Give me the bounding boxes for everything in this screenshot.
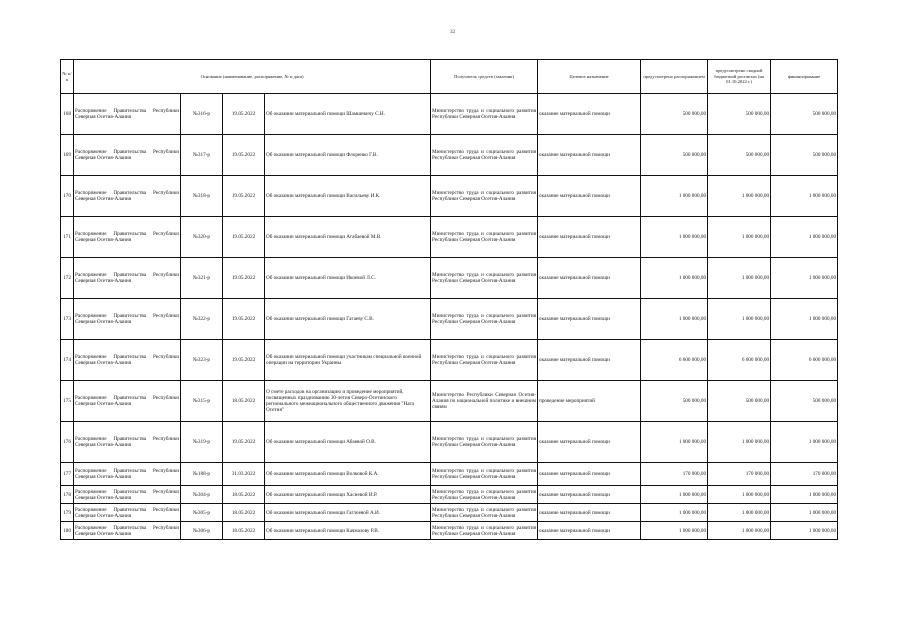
row-number: 171 [61,217,74,258]
column-header-basis: Основание (наименование, распоряжение, № и дата) [74,60,431,94]
table-row [61,340,838,381]
amount-planned: 1 000 000,00 [641,422,708,463]
row-number: 177 [61,463,74,486]
amount-planned: 1 000 000,00 [641,504,708,522]
basis-date: 19.05.2022 [223,94,265,135]
basis-number: №315-р [181,381,223,422]
amount-budget: 1 000 000,00 [708,486,771,504]
row-number: 174 [61,340,74,381]
purpose: оказание материальной помощи [538,463,641,486]
basis-date: 18.05.2022 [223,522,265,540]
table-row [61,176,838,217]
basis-subject: Об оказании материальной помощи Абаевой О.В. [265,422,431,463]
row-number: 173 [61,299,74,340]
column-header-purpose: Целевое назначение [538,60,641,94]
amount-planned: 170 000,00 [641,463,708,486]
basis-subject: Об оказании материальной помощи Васильеву И.К. [265,176,431,217]
basis-date: 19.05.2022 [223,135,265,176]
amount-budget: 1 000 000,00 [708,504,771,522]
purpose: оказание материальной помощи [538,217,641,258]
purpose: проведение мероприятий [538,381,641,422]
table-row [61,258,838,299]
basis-number: №304-р [181,486,223,504]
amount-planned: 500 000,00 [641,135,708,176]
basis-number: №321-р [181,258,223,299]
purpose: оказание материальной помощи [538,422,641,463]
basis-document: Распоряжение Правительства Республики Северная Осетия-Алания [74,463,181,486]
row-number: 172 [61,258,74,299]
purpose: оказание материальной помощи [538,504,641,522]
basis-date: 31.03.2022 [223,463,265,486]
amount-budget: 1 000 000,00 [708,522,771,540]
basis-document: Распоряжение Правительства Республики Северная Осетия-Алания [74,176,181,217]
basis-document: Распоряжение Правительства Республики Северная Осетия-Алания [74,522,181,540]
basis-subject: Об оказании материальной помощи Гаглоевой А.И. [265,504,431,522]
recipient: Министерство труда и социального развития Республики Северная Осетия-Алания [431,299,538,340]
row-number: 180 [61,522,74,540]
column-header-num: № п/п [61,60,74,94]
recipient: Министерство труда и социального развития Республики Северная Осетия-Алания [431,176,538,217]
table-row [61,486,838,504]
basis-subject: Об оказании материальной помощи Хасиевой И.Р. [265,486,431,504]
basis-subject: Об оказании материальной помощи Шамшевичу С.Н. [265,94,431,135]
amount-funded: 1 000 000,00 [771,522,838,540]
table-row [61,504,838,522]
column-header-recipient: Получатель средств (заказчик) [431,60,538,94]
table-row [61,422,838,463]
amount-budget: 170 000,00 [708,463,771,486]
table-row [61,463,838,486]
expenditure-table [60,59,838,540]
amount-planned: 1 000 000,00 [641,258,708,299]
basis-document: Распоряжение Правительства Республики Северная Осетия-Алания [74,381,181,422]
amount-budget: 500 000,00 [708,135,771,176]
basis-document: Распоряжение Правительства Республики Северная Осетия-Алания [74,217,181,258]
column-header-planned: предусмотрено распоряжением [641,60,708,94]
basis-number: №318-р [181,176,223,217]
recipient: Министерство труда и социального развития Республики Северная Осетия-Алания [431,258,538,299]
purpose: оказание материальной помощи [538,258,641,299]
basis-number: №316-р [181,94,223,135]
basis-subject: Об оказании материальной помощи Агабаевой М.В. [265,217,431,258]
amount-funded: 1 000 000,00 [771,258,838,299]
amount-funded: 500 000,00 [771,135,838,176]
table-row [61,522,838,540]
table-row [61,381,838,422]
purpose: оказание материальной помощи [538,299,641,340]
amount-planned: 6 600 000,00 [641,340,708,381]
recipient: Министерство труда и социального развития Республики Северная Осетия-Алания [431,217,538,258]
row-number: 168 [61,94,74,135]
amount-planned: 1 000 000,00 [641,217,708,258]
basis-date: 19.05.2022 [223,217,265,258]
recipient: Министерство труда и социального развития Республики Северная Осетия-Алания [431,522,538,540]
amount-budget: 500 000,00 [708,94,771,135]
amount-budget: 500 000,00 [708,381,771,422]
amount-funded: 500 000,00 [771,94,838,135]
purpose: оказание материальной помощи [538,135,641,176]
basis-date: 19.05.2022 [223,340,265,381]
amount-funded: 1 000 000,00 [771,422,838,463]
row-number: 169 [61,135,74,176]
recipient: Министерство Республики Северная Осетия-Алания по национальной политике и внешним связям [431,381,538,422]
recipient: Министерство труда и социального развития Республики Северная Осетия-Алания [431,422,538,463]
table-row [61,299,838,340]
basis-date: 19.05.2022 [223,422,265,463]
basis-subject: О смете расходов на организацию и проведение мероприятий, посвященных празднованию 30-летия Северо-Осетинского регионального межнационального общественного движения "Нага Осетия" [265,381,431,422]
basis-number: №320-р [181,217,223,258]
basis-subject: Об оказании материальной помощи Флоренко Г.В. [265,135,431,176]
basis-number: №322-р [181,299,223,340]
amount-planned: 1 000 000,00 [641,299,708,340]
basis-date: 19.05.2022 [223,258,265,299]
basis-subject: Об оказании материальной помощи Икоевой Л.С. [265,258,431,299]
purpose: оказание материальной помощи [538,94,641,135]
amount-budget: 1 000 000,00 [708,176,771,217]
amount-budget: 1 000 000,00 [708,258,771,299]
basis-date: 19.05.2022 [223,176,265,217]
basis-date: 18.05.2022 [223,504,265,522]
purpose: оказание материальной помощи [538,522,641,540]
recipient: Министерство труда и социального развития Республики Северная Осетия-Алания [431,504,538,522]
recipient: Министерство труда и социального развития Республики Северная Осетия-Алания [431,463,538,486]
amount-funded: 500 000,00 [771,381,838,422]
column-header-funded: финансирование [771,60,838,94]
basis-subject: Об оказании материальной помощи Волковой К.А. [265,463,431,486]
table-row [61,217,838,258]
basis-document: Распоряжение Правительства Республики Северная Осетия-Алания [74,94,181,135]
column-header-budget: предусмотрено сводной бюджетной росписью (на 01.10.2022 г.) [708,60,771,94]
basis-number: №188-р [181,463,223,486]
basis-number: №305-р [181,504,223,522]
amount-funded: 6 600 000,00 [771,340,838,381]
basis-date: 19.05.2022 [223,299,265,340]
recipient: Министерство труда и социального развития Республики Северная Осетия-Алания [431,135,538,176]
row-number: 178 [61,486,74,504]
amount-funded: 1 000 000,00 [771,176,838,217]
amount-planned: 500 000,00 [641,94,708,135]
basis-date: 18.05.2022 [223,486,265,504]
purpose: оказание материальной помощи [538,340,641,381]
basis-subject: Об оказании материальной помощи Качмазову Р.В. [265,522,431,540]
page-number: 32 [450,30,455,35]
basis-document: Распоряжение Правительства Республики Северная Осетия-Алания [74,340,181,381]
amount-funded: 170 000,00 [771,463,838,486]
amount-planned: 1 000 000,00 [641,522,708,540]
basis-number: №306-р [181,522,223,540]
basis-document: Распоряжение Правительства Республики Северная Осетия-Алания [74,299,181,340]
basis-document: Распоряжение Правительства Республики Северная Осетия-Алания [74,258,181,299]
amount-budget: 6 600 000,00 [708,340,771,381]
basis-document: Распоряжение Правительства Республики Северная Осетия-Алания [74,504,181,522]
row-number: 179 [61,504,74,522]
amount-funded: 1 000 000,00 [771,486,838,504]
amount-planned: 500 000,00 [641,381,708,422]
amount-planned: 1 000 000,00 [641,176,708,217]
purpose: оказание материальной помощи [538,176,641,217]
basis-document: Распоряжение Правительства Республики Северная Осетия-Алания [74,422,181,463]
row-number: 175 [61,381,74,422]
basis-number: №323-р [181,340,223,381]
row-number: 176 [61,422,74,463]
basis-subject: Об оказании материальной помощи Гагаеву С.В. [265,299,431,340]
recipient: Министерство труда и социального развития Республики Северная Осетия-Алания [431,340,538,381]
basis-number: №319-р [181,422,223,463]
amount-budget: 1 000 000,00 [708,217,771,258]
basis-document: Распоряжение Правительства Республики Северная Осетия-Алания [74,486,181,504]
recipient: Министерство труда и социального развития Республики Северная Осетия-Алания [431,486,538,504]
basis-document: Распоряжение Правительства Республики Северная Осетия-Алания [74,135,181,176]
amount-budget: 1 000 000,00 [708,422,771,463]
amount-budget: 1 000 000,00 [708,299,771,340]
table-header-row [61,60,838,94]
basis-subject: Об оказании материальной помощи участникам специальной военной операции на территории Украины [265,340,431,381]
table-row [61,135,838,176]
amount-funded: 1 000 000,00 [771,504,838,522]
recipient: Министерство труда и социального развития Республики Северная Осетия-Алания [431,94,538,135]
purpose: оказание материальной помощи [538,486,641,504]
amount-funded: 1 000 000,00 [771,299,838,340]
amount-funded: 1 000 000,00 [771,217,838,258]
basis-number: №317-р [181,135,223,176]
basis-date: 18.05.2022 [223,381,265,422]
row-number: 170 [61,176,74,217]
amount-planned: 1 000 000,00 [641,486,708,504]
table-row [61,94,838,135]
